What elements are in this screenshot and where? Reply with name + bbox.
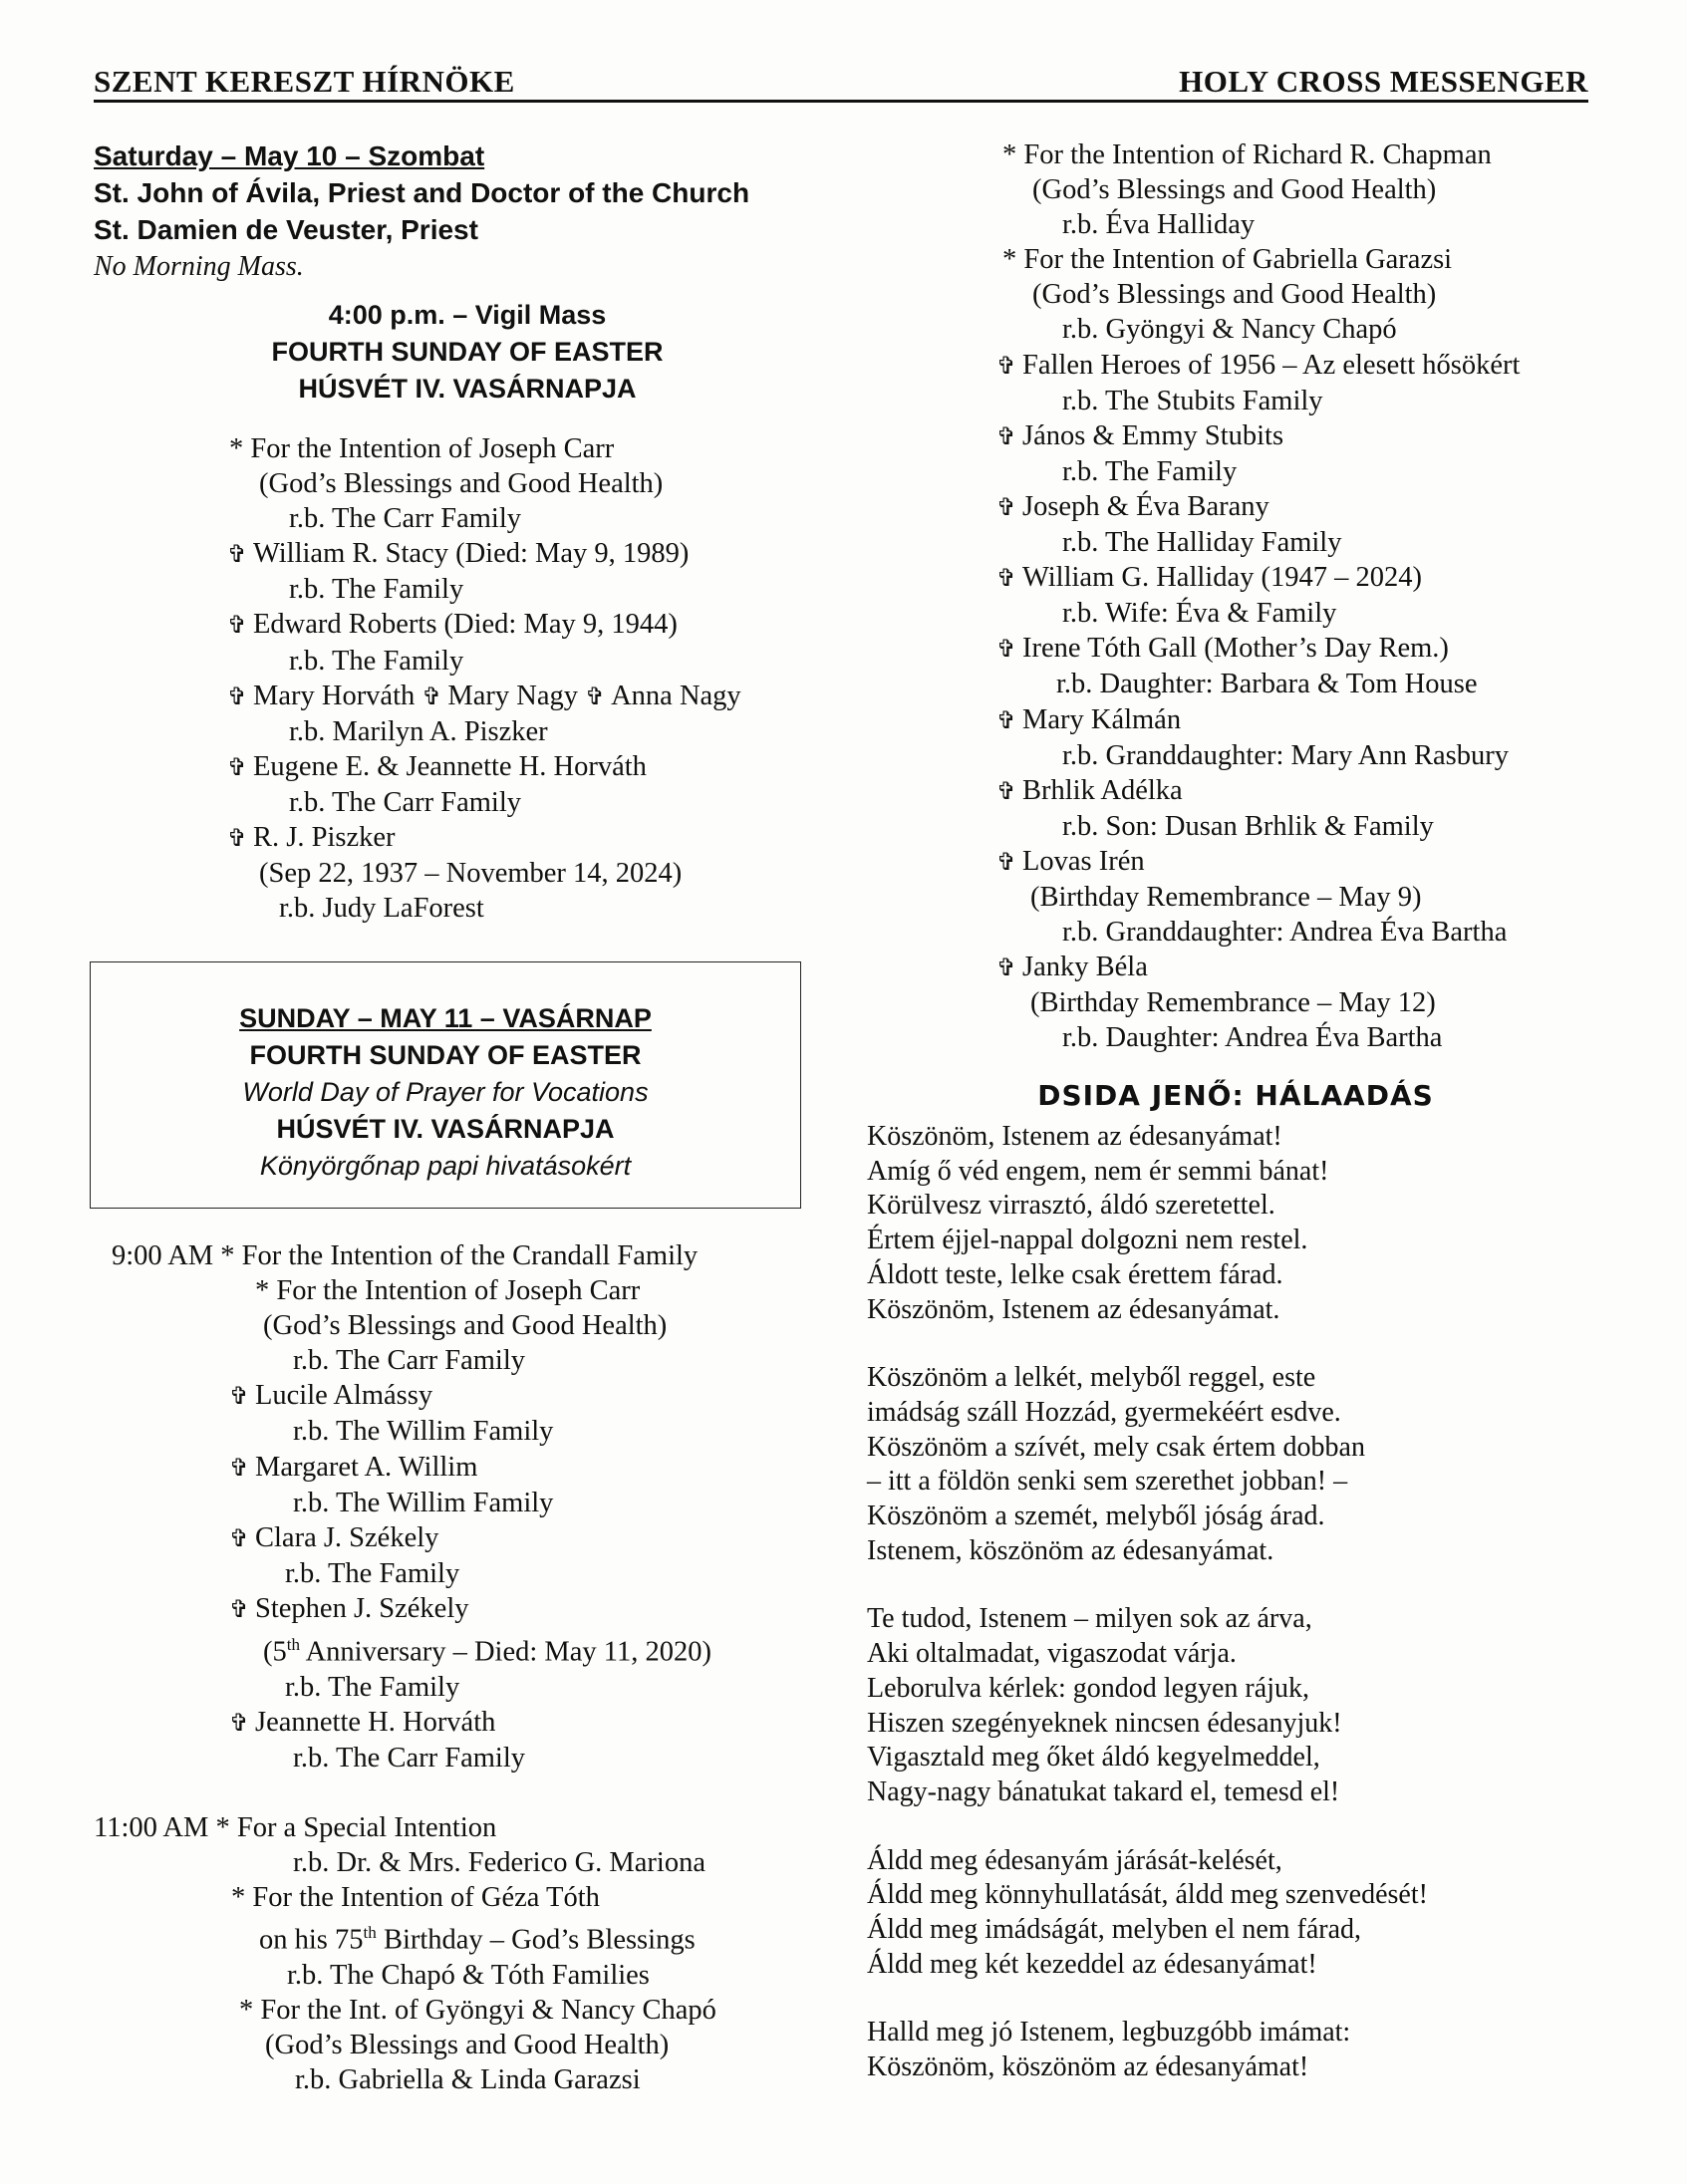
intention-line: r.b. The Carr Family [289,503,521,535]
mass-line: ✞ Clara J. Székely [94,1520,811,1556]
poem-line: Köszönöm a szívét, mely csak értem dobban [867,1431,1365,1463]
poem-stanza [867,1361,1604,1568]
sunday-subtitle-hu: Könyörgőnap papi hivatásokért [259,1151,632,1181]
mass-line: ✞ Lucile Almássy [94,1378,811,1414]
poem-line: Értem éjjel-nappal dolgozni nem restel. [867,1225,1308,1256]
intention-line: r.b. Granddaughter: Mary Ann Rasbury [1062,739,1509,771]
mass-line: r.b. The Family [285,1671,460,1703]
intention-line: (God’s Blessings and Good Health) [259,468,664,500]
intention-line: * For the Intention of Gabriella Garazsi [1002,244,1453,276]
mass-time: 9:00 AM [112,1240,214,1271]
sunday-subtitle-en: World Day of Prayer for Vocations [242,1077,649,1107]
poem-line: Te tudod, Istenem – milyen sok az árva, [867,1603,1312,1635]
saturday-saint-2: St. Damien de Veuster, Priest [94,214,478,245]
poem-line: Áldd meg édesanyám járását-kelését, [867,1844,1282,1876]
vigil-intentions [94,431,811,926]
mass-line: * For the Int. of Gyöngyi & Nancy Chapó [239,1994,716,2026]
poem-stanza [867,2016,1604,2084]
header-title-en: HOLY CROSS MESSENGER [1179,64,1588,99]
intention-line: r.b. The Carr Family [289,786,521,818]
intention-line: r.b. Son: Dusan Brhlik & Family [1062,810,1434,842]
sunday-date: SUNDAY – MAY 11 – VASÁRNAP [239,1003,652,1033]
poem-line: Áldd meg imádságát, melyben el nem fárad, [867,1914,1362,1946]
poem-line: Áldd meg két kezeddel az édesanyámat! [867,1948,1317,1980]
cross-icon: ✞ [227,540,248,569]
poem-line: Istenem, köszönöm az édesanyámat. [867,1534,1274,1566]
cross-icon: ✞ [229,1594,250,1623]
intention-line: ✞ Brhlik Adélka [867,773,1604,809]
intention-line: ✞ Mary Horváth ✞ Mary Nagy ✞ Anna Nagy [94,679,811,714]
vigil-title-en: FOURTH SUNDAY OF EASTER [271,337,664,367]
intention-line: r.b. The Stubits Family [1062,385,1323,416]
cross-icon: ✞ [996,847,1017,876]
saturday-heading [94,137,811,248]
intention-line: ✞ János & Emmy Stubits [867,418,1604,454]
poem-line: Köszönöm, Istenem az édesanyámat! [867,1121,1282,1152]
mass-line: (God’s Blessings and Good Health) [265,2029,670,2060]
cross-icon: ✞ [996,421,1017,450]
right-column [867,137,1604,1055]
mass-line: (God’s Blessings and Good Health) [263,1310,668,1342]
poem-line: Köszönöm, köszönöm az édesanyámat! [867,2051,1309,2083]
intention-line: (God’s Blessings and Good Health) [1032,174,1437,206]
cross-icon: ✞ [227,611,248,640]
cross-icon: ✞ [422,682,442,710]
poem-line: Köszönöm, Istenem az édesanyámat. [867,1293,1280,1325]
intention-line: ✞ R. J. Piszker [94,820,811,856]
poem-line: Hiszen szegényeknek nincsen édesanyjuk! [867,1707,1342,1739]
saturday-date: Saturday – May 10 – Szombat [94,140,485,171]
intention-line: r.b. Wife: Éva & Family [1062,598,1337,630]
mass-line: r.b. The Carr Family [293,1345,525,1377]
cross-icon: ✞ [996,492,1017,521]
mass-line: r.b. The Chapó & Tóth Families [287,1959,650,1991]
mass-time: 11:00 AM [94,1811,209,1843]
intention-line: r.b. Gyöngyi & Nancy Chapó [1062,314,1397,346]
intention-line: ✞ William G. Halliday (1947 – 2024) [867,560,1604,596]
intention-line: r.b. The Family [289,574,464,606]
mass-line: 9:00 AM * For the Intention of the Crandall Family [112,1240,699,1271]
poem-line: Halld meg jó Istenem, legbuzgóbb imámat: [867,2017,1351,2048]
mass-line: ✞ Margaret A. Willim [94,1450,811,1486]
intention-line: ✞ Edward Roberts (Died: May 9, 1944) [94,607,811,643]
mass-line: * For the Intention of Joseph Carr [255,1275,641,1307]
cross-icon: ✞ [996,776,1017,805]
intention-line: ✞ Lovas Irén [867,844,1604,880]
cross-icon: ✞ [227,752,248,781]
poem-line: Amíg ő véd engem, nem ér semmi bánat! [867,1155,1329,1187]
mass-line: 11:00 AM * For a Special Intention [94,1811,497,1843]
mass-line: r.b. Gabriella & Linda Garazsi [295,2064,641,2096]
mass-line: r.b. The Family [285,1557,460,1589]
poem-line: Vigasztald meg őket áldó kegyelmeddel, [867,1742,1320,1774]
intention-line: r.b. Éva Halliday [1062,209,1256,241]
vigil-heading [124,297,811,408]
mass-line: r.b. The Willim Family [293,1416,554,1448]
poem-line: Áldd meg könnyhullatását, áldd meg szenvedését! [867,1879,1428,1911]
cross-icon: ✞ [996,564,1017,593]
intention-line: ✞ Mary Kálmán [867,702,1604,738]
mass-line: on his 75th Birthday – God’s Blessings [259,1923,696,1956]
cross-icon: ✞ [229,1453,250,1482]
poem-line: Aki oltalmadat, vigaszodat várja. [867,1638,1237,1670]
intention-line: r.b. The Halliday Family [1062,527,1342,559]
poem-line: – itt a földön senki sem szerethet jobban! – [867,1466,1348,1498]
intention-line: * For the Intention of Joseph Carr [229,433,615,464]
cross-icon: ✞ [227,824,248,853]
cross-icon: ✞ [585,682,606,710]
cross-icon: ✞ [996,351,1017,380]
poem-line: imádság száll Hozzád, gyermekéért esdve. [867,1396,1341,1428]
mass-line: ✞ Stephen J. Székely [94,1591,811,1627]
poem-line: Leborulva kérlek: gondod legyen rájuk, [867,1672,1309,1704]
saturday-saint-1: St. John of Ávila, Priest and Doctor of the Church [94,177,750,208]
intention-line: r.b. Daughter: Andrea Éva Bartha [1062,1022,1443,1054]
vigil-time: 4:00 p.m. – Vigil Mass [328,300,607,330]
intention-line: r.b. Granddaughter: Andrea Éva Bartha [1062,917,1508,949]
intention-line: ✞ Eugene E. & Jeannette H. Horváth [94,749,811,785]
poem-line: Köszönöm a lelkét, melyből reggel, este [867,1362,1316,1394]
intention-line: r.b. The Family [289,645,464,677]
saturday-note: No Morning Mass. [94,251,304,282]
intention-line: ✞ Fallen Heroes of 1956 – Az elesett hősökért [867,348,1604,384]
intention-line: (Birthday Remembrance – May 9) [1030,881,1422,913]
sunday-title-en: FOURTH SUNDAY OF EASTER [249,1040,642,1070]
mass-line: r.b. Dr. & Mrs. Federico G. Mariona [293,1847,705,1878]
intention-line: ✞ Irene Tóth Gall (Mother’s Day Rem.) [867,631,1604,667]
intention-line: r.b. Judy LaForest [279,893,484,925]
left-column [94,137,811,926]
cross-icon: ✞ [229,1382,250,1411]
poem-title: DSIDA JENŐ: HÁLAADÁS [1037,1079,1434,1112]
intention-line: r.b. Daughter: Barbara & Tom House [1056,669,1478,700]
intention-line: ✞ William R. Stacy (Died: May 9, 1989) [94,536,811,572]
mass-line: (5th Anniversary – Died: May 11, 2020) [263,1635,711,1668]
poem [867,1079,1604,2119]
cross-icon: ✞ [229,1523,250,1552]
intention-line: ✞ Janky Béla [867,950,1604,985]
poem-line: Áldott teste, lelke csak érettem fárad. [867,1258,1283,1290]
cross-icon: ✞ [996,954,1017,982]
mass-line: * For the Intention of Géza Tóth [231,1882,600,1914]
vigil-title-hu: HÚSVÉT IV. VASÁRNAPJA [298,374,637,404]
poem-stanza [867,1844,1604,1983]
intention-line: r.b. Marilyn A. Piszker [289,715,548,747]
cross-icon: ✞ [227,682,248,710]
poem-line: Köszönöm a szemét, melyből jóság árad. [867,1501,1325,1532]
cross-icon: ✞ [996,635,1017,664]
cross-icon: ✞ [229,1708,250,1737]
poem-stanza [867,1602,1604,1809]
mass-line: ✞ Jeannette H. Horváth [94,1705,811,1741]
cross-icon: ✞ [996,705,1017,734]
mass-line: r.b. The Willim Family [293,1487,554,1518]
sunday-box [90,961,801,1209]
poem-line: Nagy-nagy bánatukat takard el, temesd el! [867,1775,1340,1807]
poem-line: Körülvesz virrasztó, áldó szeretettel. [867,1190,1275,1222]
sunday-title-hu: HÚSVÉT IV. VASÁRNAPJA [276,1114,615,1144]
intention-line: * For the Intention of Richard R. Chapman [1002,139,1492,170]
header-title-hu: SZENT KERESZT HÍRNÖKE [94,64,515,99]
intention-line: (Sep 22, 1937 – November 14, 2024) [259,858,683,890]
intention-line: (God’s Blessings and Good Health) [1032,279,1437,311]
page-header [94,64,1588,103]
intention-line: r.b. The Family [1062,455,1238,487]
mass-line: r.b. The Carr Family [293,1742,525,1774]
sunday-masses [94,1238,811,2097]
intention-line: (Birthday Remembrance – May 12) [1030,987,1436,1019]
poem-stanza [867,1120,1604,1327]
intention-line: ✞ Joseph & Éva Barany [867,489,1604,525]
